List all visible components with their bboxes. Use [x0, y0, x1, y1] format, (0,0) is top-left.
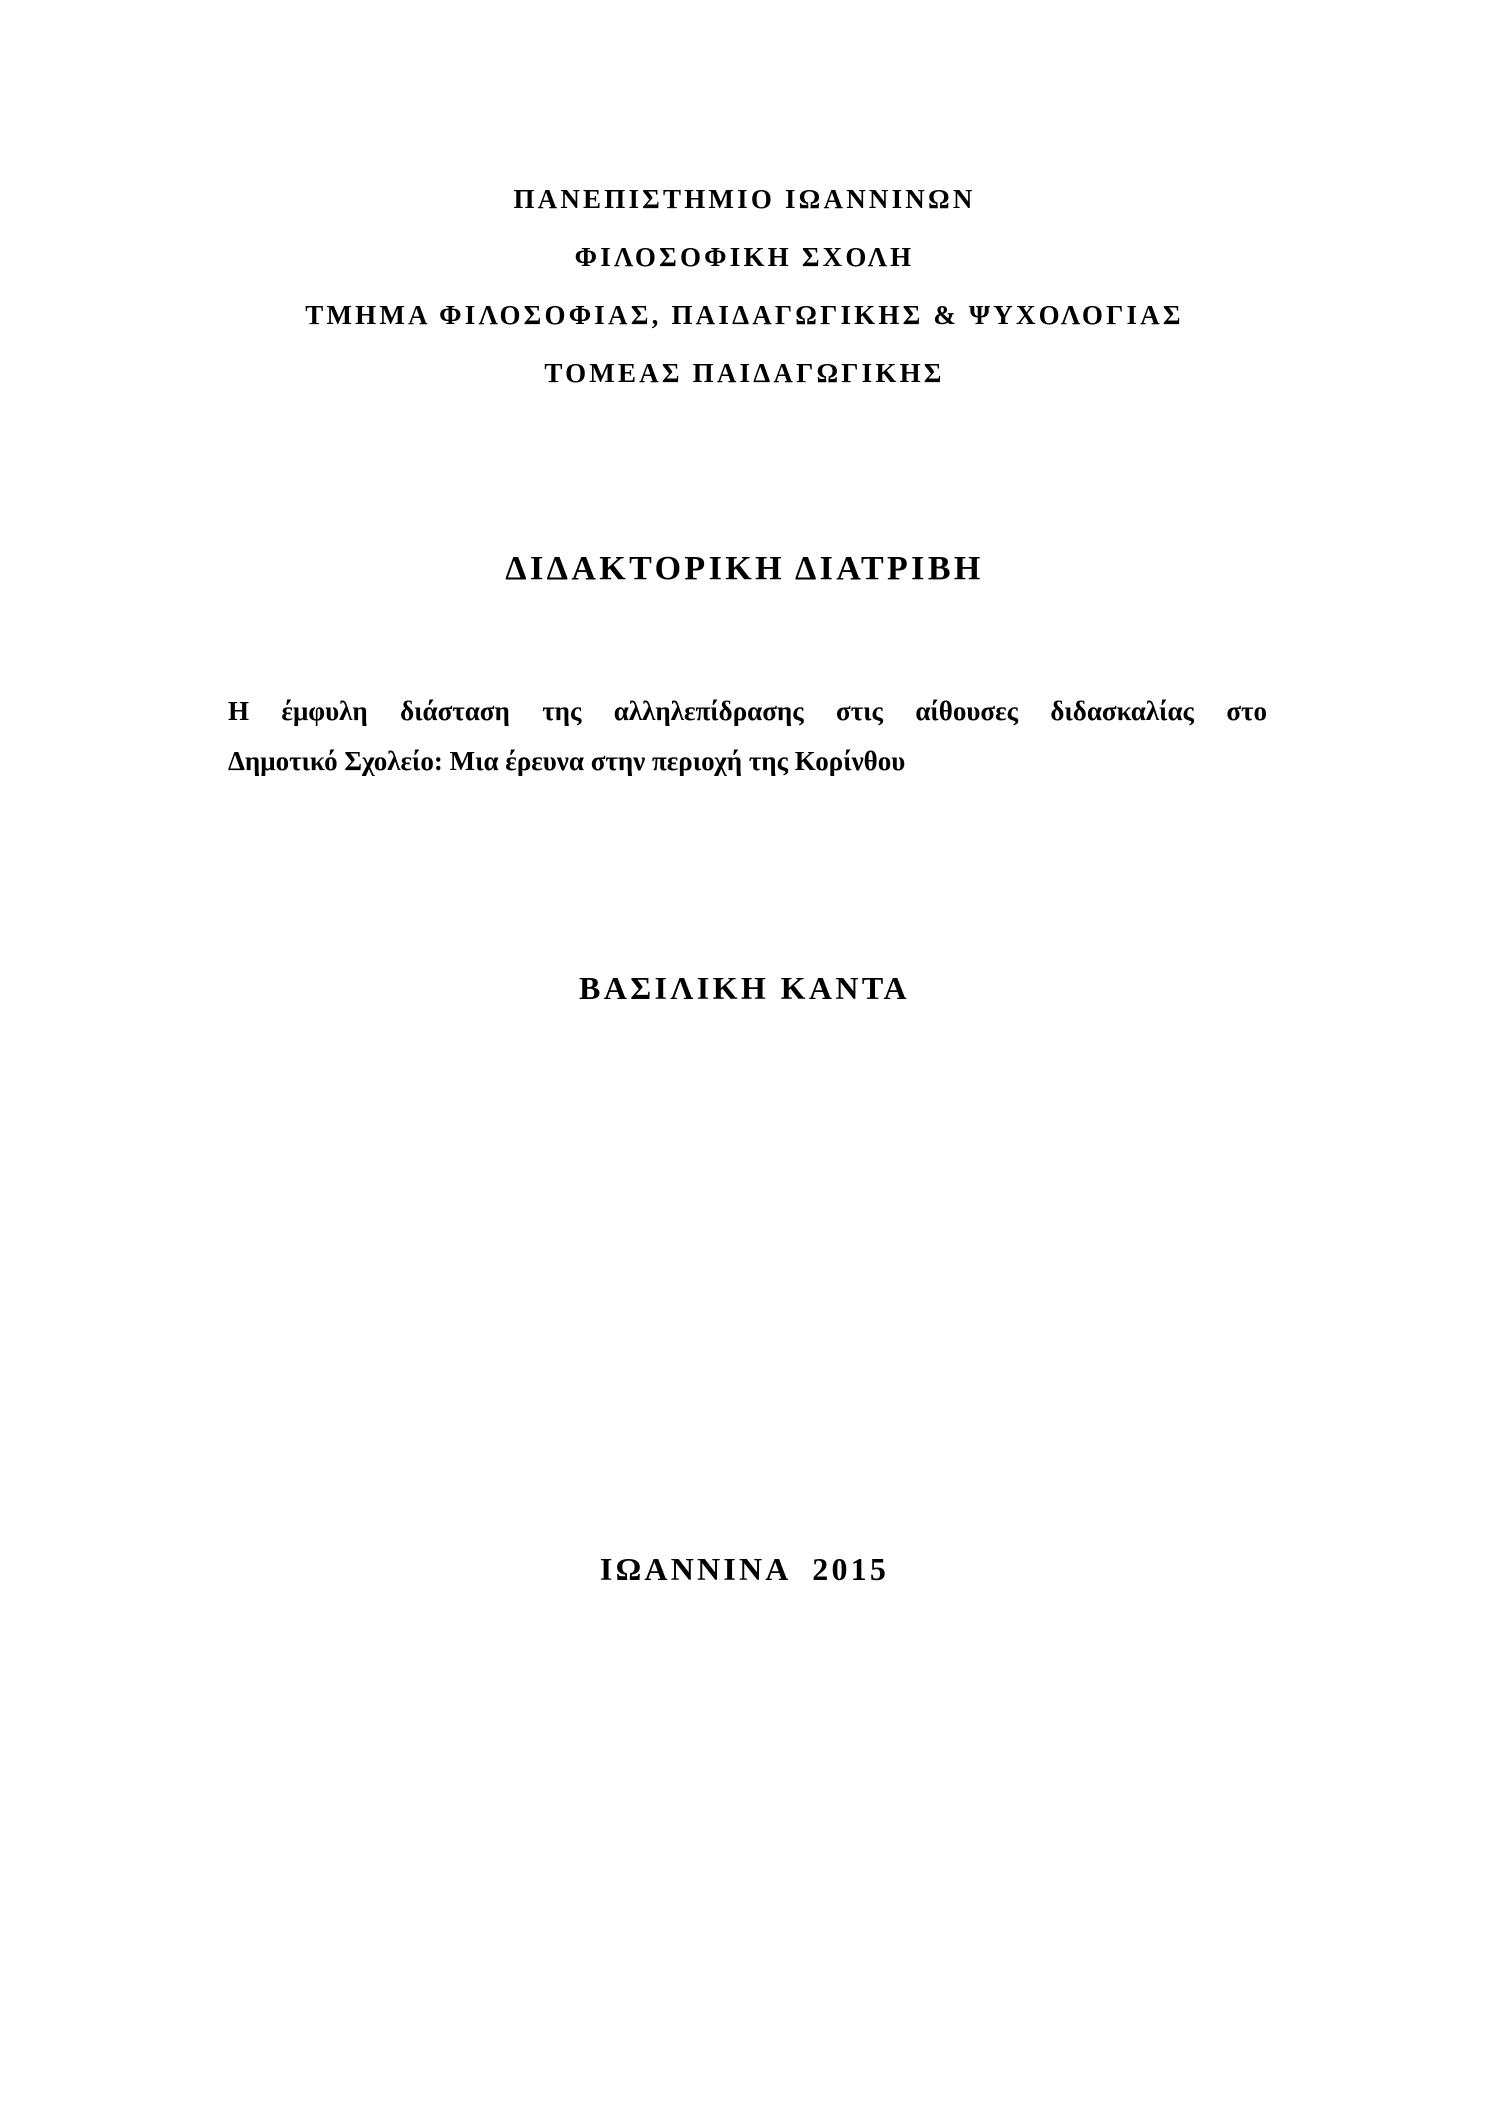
thesis-title-line-1: Η έμφυλη διάσταση της αλληλεπίδρασης στις αίθουσες διδασκαλίας στο [228, 696, 1267, 726]
place-year [0, 1551, 1489, 1588]
sector-name: ΤΟΜΕΑΣ ΠΑΙΔΑΓΩΓΙΚΗΣ [544, 358, 945, 388]
thesis-title [228, 686, 1267, 786]
document-type: ΔΙΔΑΚΤΟΡΙΚΗ ΔΙΑΤΡΙΒΗ [505, 550, 984, 587]
department-name: ΤΜΗΜΑ ΦΙΛΟΣΟΦΙΑΣ, ΠΑΙΔΑΓΩΓΙΚΗΣ & ΨΥΧΟΛΟΓΙΑΣ [305, 300, 1184, 330]
university-name: ΠΑΝΕΠΙΣΤΗΜΙΟ ΙΩΑΝΝΙΝΩΝ [513, 184, 976, 214]
year: 2015 [812, 1551, 890, 1587]
institution-header [0, 180, 1489, 412]
place: ΙΩΑΝΝΙΝΑ [599, 1551, 790, 1587]
author-name: ΒΑΣΙΛΙΚΗ ΚΑΝΤΑ [578, 970, 911, 1006]
thesis-title-line-2: Δημοτικό Σχολείο: Μια έρευνα στην περιοχή της Κορίνθου [228, 746, 906, 776]
school-name: ΦΙΛΟΣΟΦΙΚΗ ΣΧΟΛΗ [574, 242, 915, 272]
